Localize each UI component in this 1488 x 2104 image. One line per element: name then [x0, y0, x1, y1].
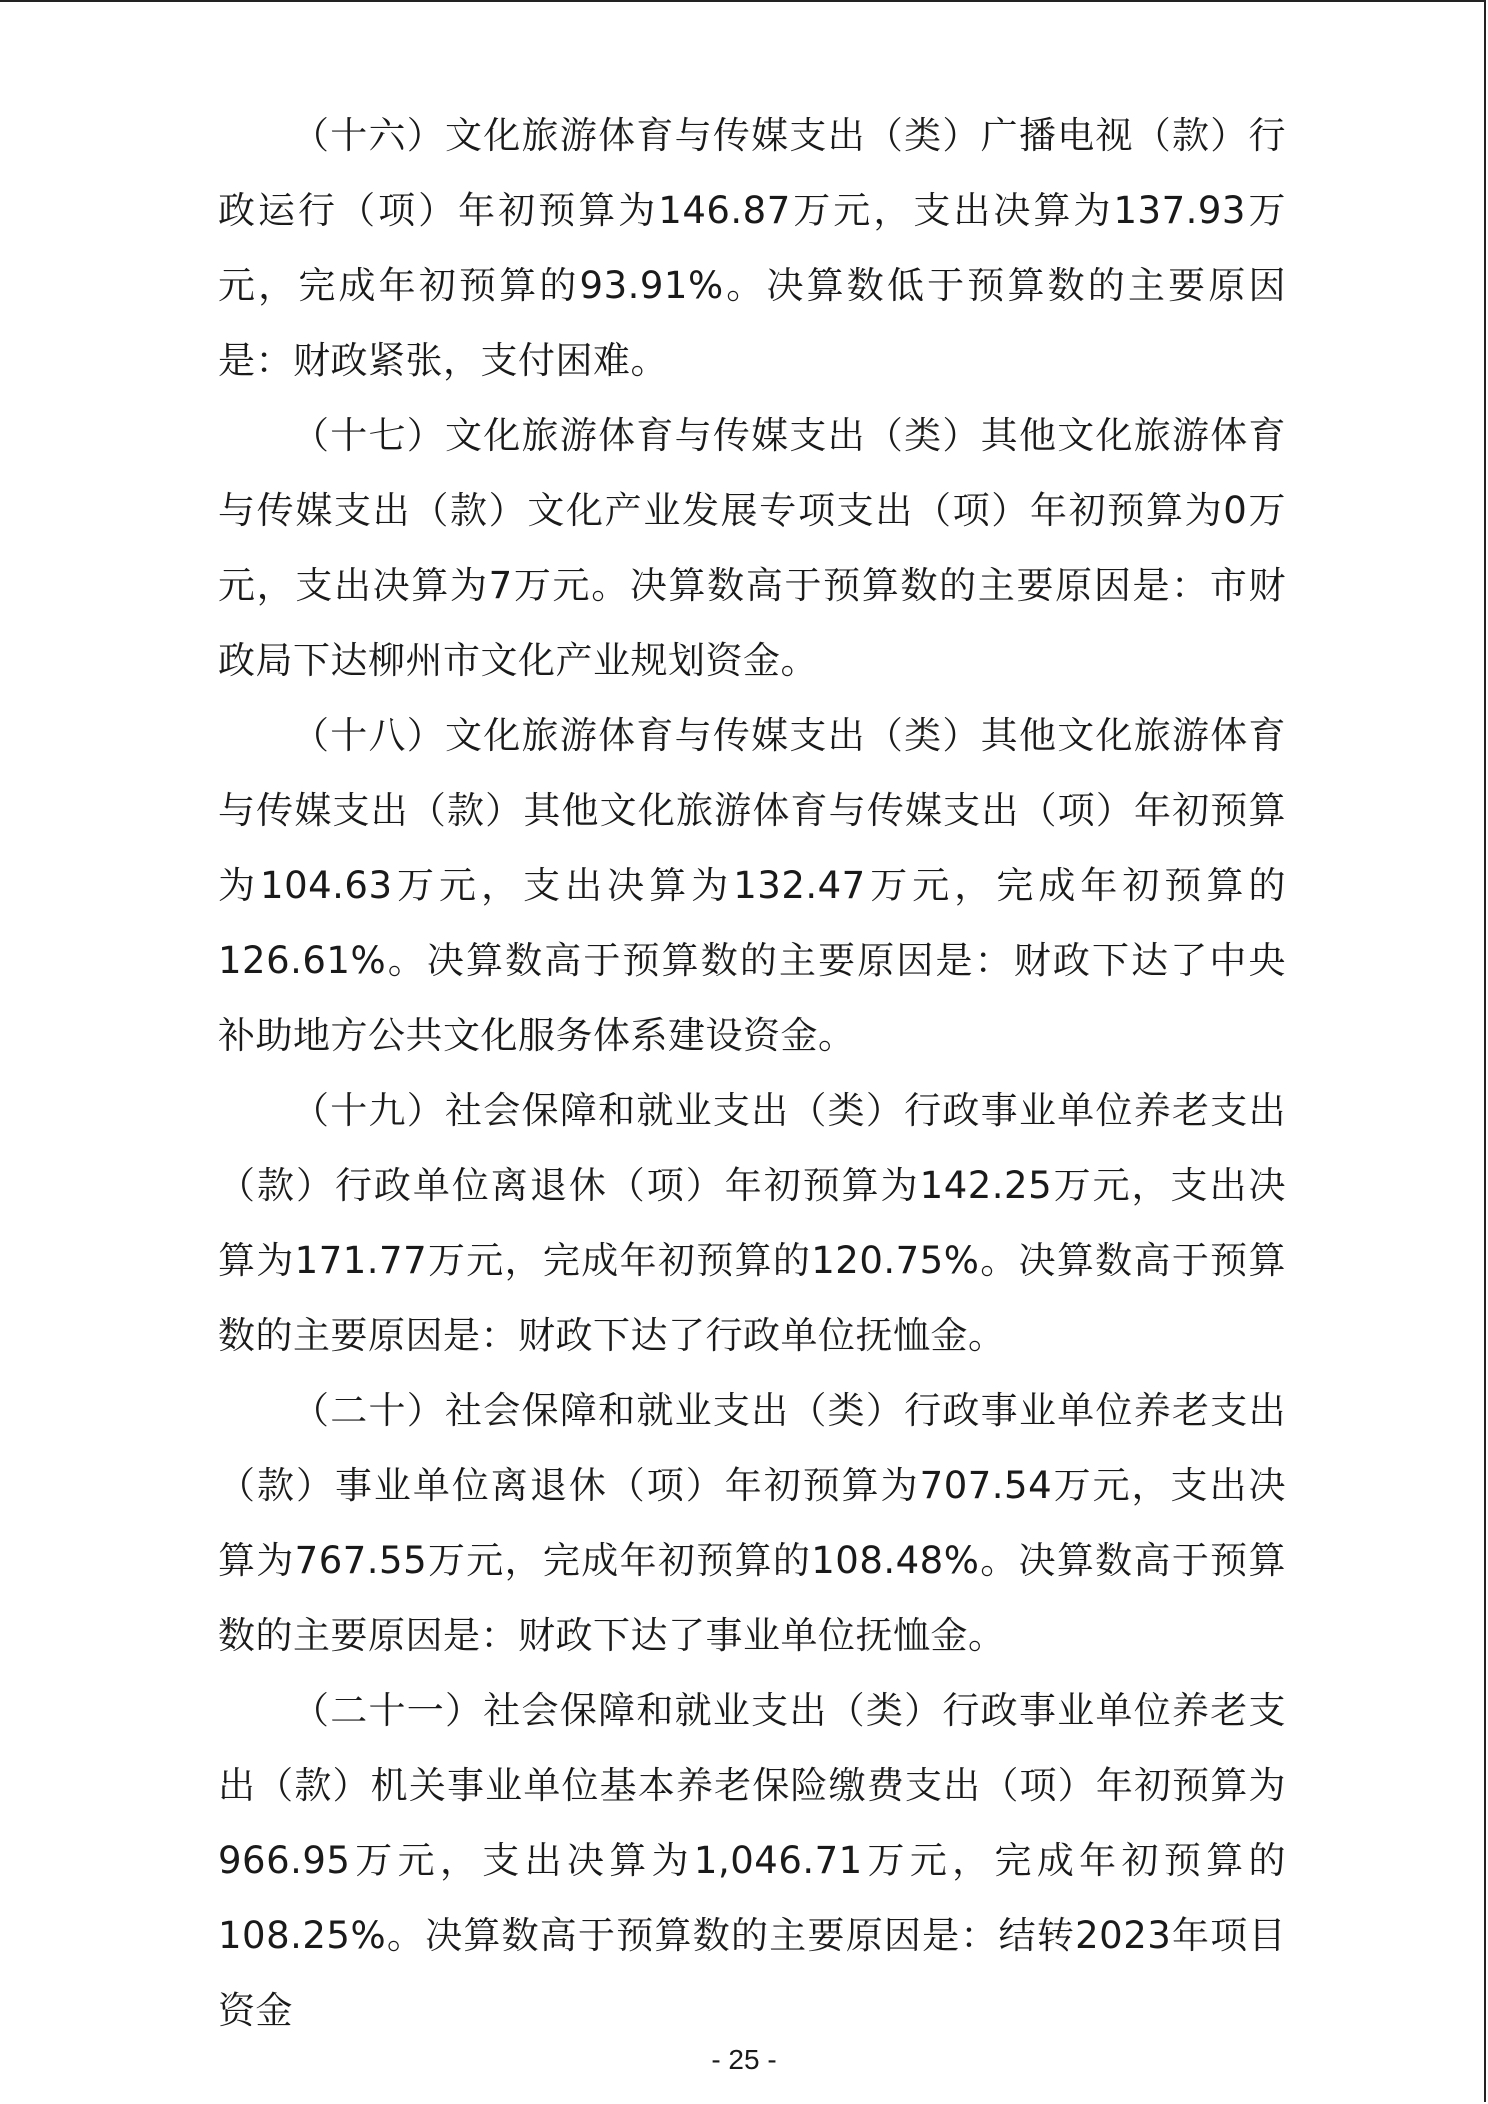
document-body	[218, 98, 1286, 2048]
page-number: - 25 -	[711, 2044, 777, 2075]
paragraph-item-16: （十六）文化旅游体育与传媒支出（类）广播电视（款）行政运行（项）年初预算为146.87万元，支出决算为137.93万元，完成年初预算的93.91%。决算数低于预算数的主要原因是：财政紧张，支付困难。	[218, 114, 1286, 382]
paragraph-item-19: （十九）社会保障和就业支出（类）行政事业单位养老支出（款）行政单位离退休（项）年初预算为142.25万元，支出决算为171.77万元，完成年初预算的120.75%。决算数高于预算数的主要原因是：财政下达了行政单位抚恤金。	[218, 1089, 1286, 1357]
paragraph-item-20: （二十）社会保障和就业支出（类）行政事业单位养老支出（款）事业单位离退休（项）年初预算为707.54万元，支出决算为767.55万元，完成年初预算的108.48%。决算数高于预算数的主要原因是：财政下达了事业单位抚恤金。	[218, 1389, 1286, 1657]
paragraph-item-17: （十七）文化旅游体育与传媒支出（类）其他文化旅游体育与传媒支出（款）文化产业发展专项支出（项）年初预算为0万元，支出决算为7万元。决算数高于预算数的主要原因是：市财政局下达柳州市文化产业规划资金。	[218, 414, 1286, 682]
paragraph-item-18: （十八）文化旅游体育与传媒支出（类）其他文化旅游体育与传媒支出（款）其他文化旅游体育与传媒支出（项）年初预算为104.63万元，支出决算为132.47万元，完成年初预算的126.61%。决算数高于预算数的主要原因是：财政下达了中央补助地方公共文化服务体系建设资金。	[218, 714, 1286, 1057]
paragraph-item-21: （二十一）社会保障和就业支出（类）行政事业单位养老支出（款）机关事业单位基本养老保险缴费支出（项）年初预算为966.95万元，支出决算为1,046.71万元，完成年初预算的108.25%。决算数高于预算数的主要原因是：结转2023年项目资金	[218, 1689, 1286, 2032]
